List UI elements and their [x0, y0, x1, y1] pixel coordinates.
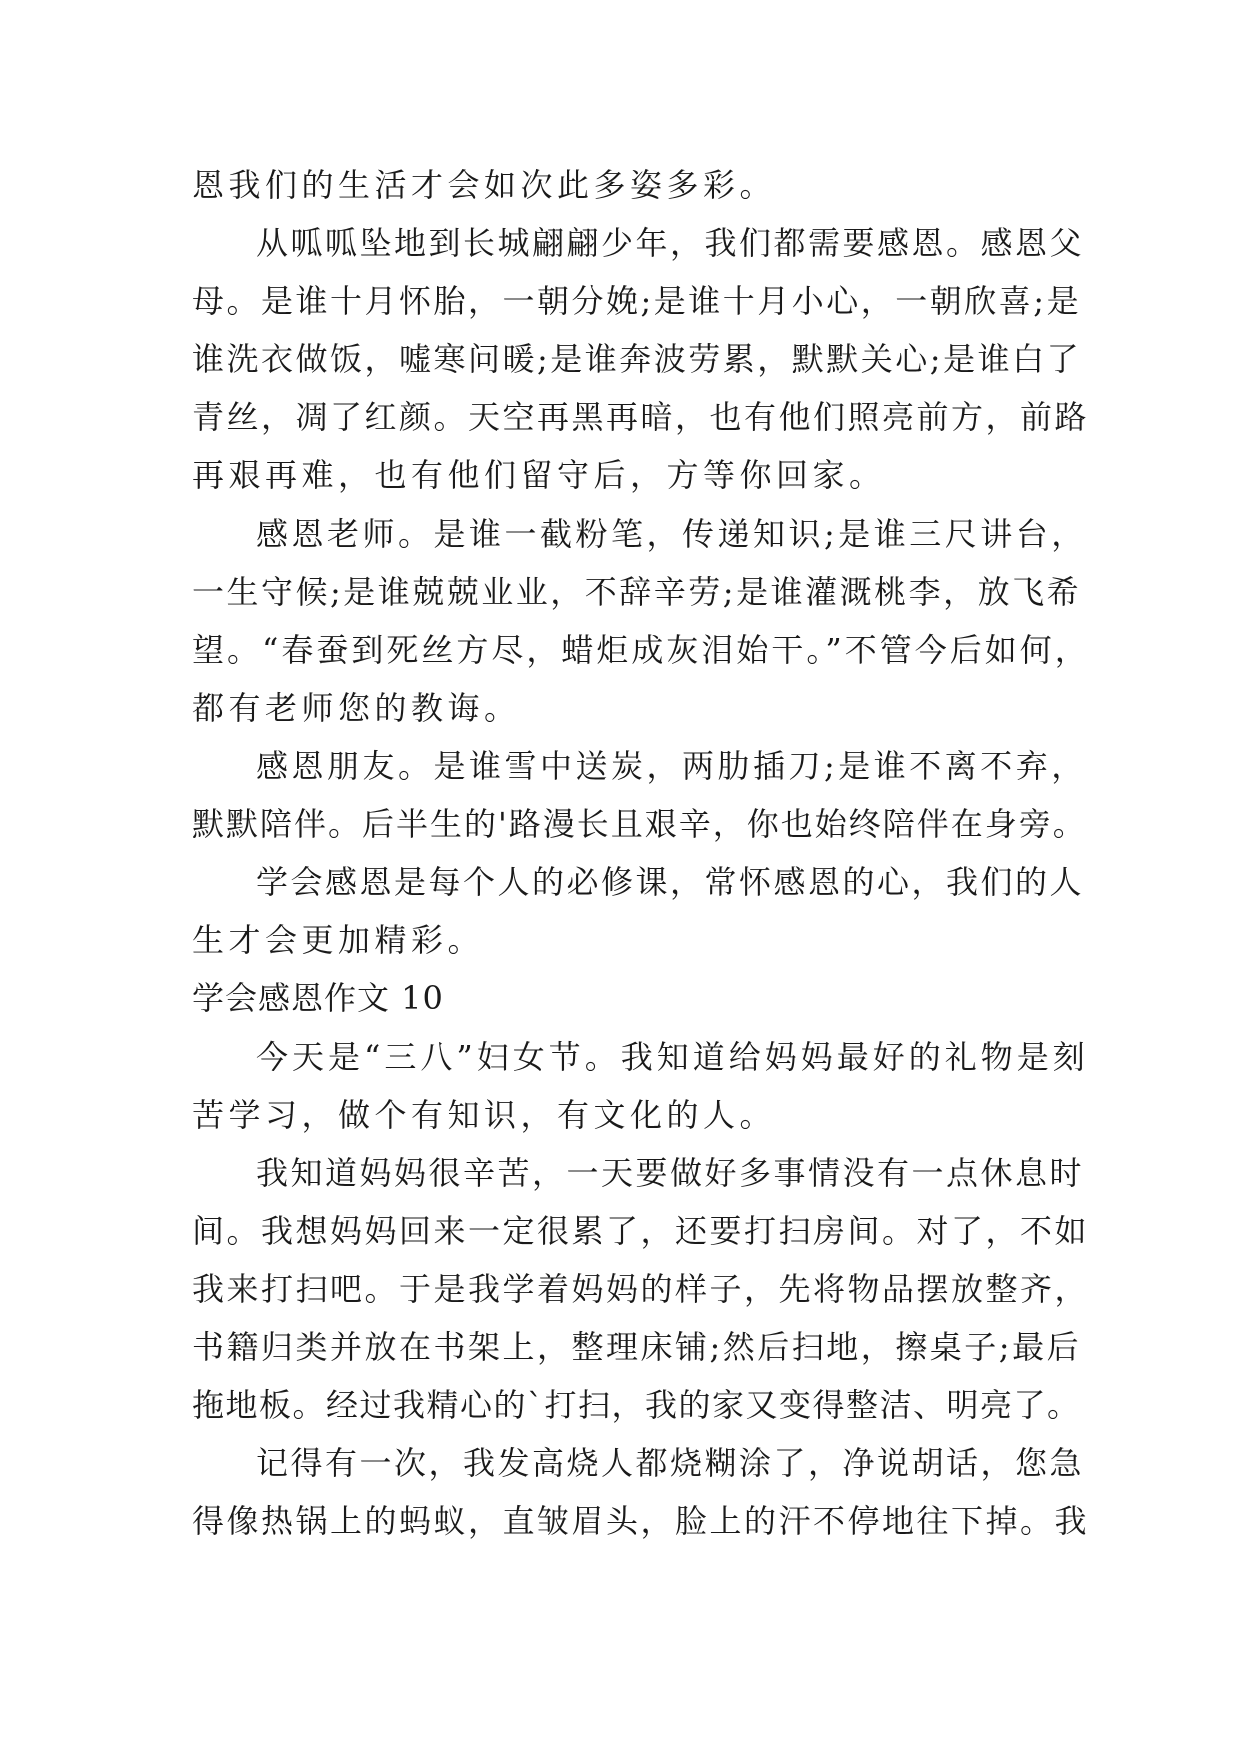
text-line: 间。我想妈妈回来一定很累了，还要打扫房间。对了，不如: [192, 1212, 1090, 1250]
text-line: 母。是谁十月怀胎，一朝分娩;是谁十月小心，一朝欣喜;是: [192, 282, 1082, 320]
text-line: 生才会更加精彩。: [192, 921, 485, 959]
text-line: 望。“春蚕到死丝方尽，蜡炬成灰泪始干。”不管今后如何，: [192, 631, 1090, 669]
text-line: 书籍归类并放在书架上，整理床铺;然后扫地，擦桌子;最后: [192, 1328, 1082, 1366]
paragraph-first-line: 感恩朋友。是谁雪中送炭，两肋插刀;是谁不离不弃，: [256, 747, 1087, 785]
text-line: 一生守候;是谁兢兢业业，不辞辛劳;是谁灌溉桃李，放飞希: [192, 573, 1082, 611]
paragraph-first-line: 从呱呱坠地到长城翩翩少年，我们都需要感恩。感恩父: [256, 224, 1085, 262]
text-line: 谁洗衣做饭，嘘寒问暖;是谁奔波劳累，默默关心;是谁白了: [192, 340, 1082, 378]
paragraph-first-line: 感恩老师。是谁一截粉笔，传递知识;是谁三尺讲台，: [256, 515, 1087, 553]
paragraph-first-line: 我知道妈妈很辛苦，一天要做好多事情没有一点休息时: [256, 1154, 1085, 1192]
text-line: 再艰再难，也有他们留守后，方等你回家。: [192, 456, 886, 494]
section-heading: 学会感恩作文 10: [192, 979, 444, 1017]
text-line: 都有老师您的教诲。: [192, 689, 521, 727]
text-line: 苦学习，做个有知识，有文化的人。: [192, 1096, 777, 1134]
text-line: 恩我们的生活才会如次此多姿多彩。: [192, 166, 777, 204]
paragraph-first-line: 今天是“三八”妇女节。我知道给妈妈最好的礼物是刻: [256, 1038, 1089, 1076]
text-line: 得像热锅上的蚂蚁，直皱眉头，脸上的汗不停地往下掉。我: [192, 1502, 1090, 1540]
paragraph-first-line: 学会感恩是每个人的必修课，常怀感恩的心，我们的人: [256, 863, 1085, 901]
text-line: 青丝，凋了红颜。天空再黑再暗，也有他们照亮前方，前路: [192, 398, 1090, 436]
paragraph-first-line: 记得有一次，我发高烧人都烧糊涂了，净说胡话，您急: [256, 1444, 1085, 1482]
text-line: 默默陪伴。后半生的'路漫长且艰辛，你也始终陪伴在身旁。: [192, 805, 1087, 843]
text-line: 拖地板。经过我精心的`打扫，我的家又变得整洁、明亮了。: [192, 1386, 1081, 1424]
text-line: 我来打扫吧。于是我学着妈妈的样子，先将物品摆放整齐，: [192, 1270, 1090, 1308]
